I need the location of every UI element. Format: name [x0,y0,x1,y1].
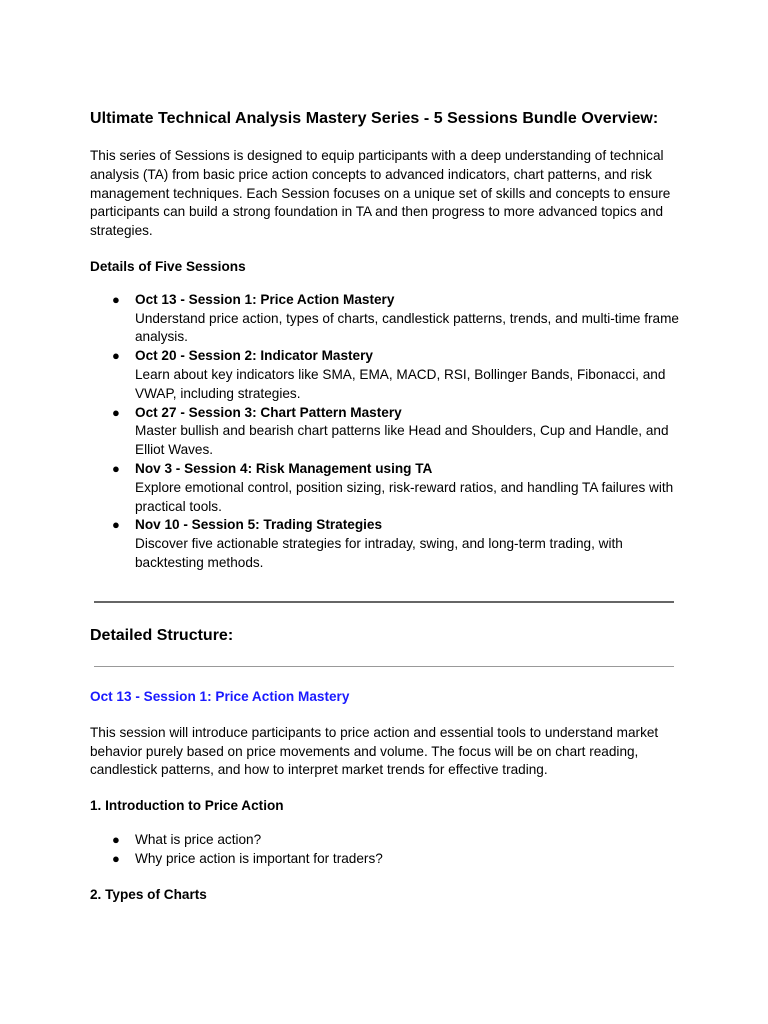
session-description: Master bullish and bearish chart patterns like Head and Shoulders, Cup and Handle, and Elliot Waves. [135,423,669,458]
session1-description: This session will introduce participants to price action and essential tools to understand market behavior purely based on price movements and volume. The focus will be on chart reading, candlestick patterns, and how to interpret market trends for effective trading. [90,724,659,778]
details-heading: Details of Five Sessions [90,258,246,274]
horizontal-divider [94,601,674,603]
bullet-icon: ● [112,404,120,420]
bullet-icon: ● [112,460,120,476]
list-item-text: Why price action is important for traders? [135,851,383,867]
session-item [90,347,680,403]
session-item [90,404,680,460]
list-item-text: What is price action? [135,831,262,847]
document-title: Ultimate Technical Analysis Mastery Series - 5 Sessions Bundle Overview: [90,110,659,127]
session-item [90,516,680,572]
intro-paragraph: This series of Sessions is designed to equip participants with a deep understanding of technical analysis (TA) from basic price action concepts to advanced indicators, chart patterns, and risk management techniques. Each Session focuses on a unique set of skills and concepts to ensure participants can build a strong foundation in TA and then progress to more advanced topics and strategies. [90,148,671,239]
horizontal-divider [94,666,674,667]
bullet-icon: ● [112,291,120,307]
list-item [90,849,680,868]
session-list [90,291,680,573]
session-description: Explore emotional control, position sizing, risk-reward ratios, and handling TA failures with practical tools. [135,479,674,514]
session-item [90,460,680,516]
list-item [90,830,680,849]
overview-section [90,108,680,573]
types-of-charts-heading: 2. Types of Charts [90,886,207,902]
intro-price-action-heading: 1. Introduction to Price Action [90,798,284,814]
session-description: Discover five actionable strategies for intraday, swing, and long-term trading, with backtesting methods. [135,536,623,570]
session1-detail-section [90,688,680,905]
intro-price-action-list [90,830,680,869]
bullet-icon: ● [112,517,120,533]
session-title: Oct 20 - Session 2: Indicator Mastery [135,348,373,364]
bullet-icon: ● [112,851,120,867]
detailed-structure-heading: Detailed Structure: [90,627,234,644]
session-title: Nov 3 - Session 4: Risk Management using TA [135,460,433,476]
session1-link[interactable]: Oct 13 - Session 1: Price Action Mastery [90,689,350,704]
bullet-icon: ● [112,831,120,847]
bullet-icon: ● [112,348,120,364]
session-title: Oct 13 - Session 1: Price Action Mastery [135,291,395,307]
session-item [90,291,680,347]
session-title: Oct 27 - Session 3: Chart Pattern Mastery [135,404,402,420]
session-description: Understand price action, types of charts, candlestick patterns, trends, and multi-time frame analysis. [135,310,679,345]
session-title: Nov 10 - Session 5: Trading Strategies [135,517,383,533]
session-description: Learn about key indicators like SMA, EMA, MACD, RSI, Bollinger Bands, Fibonacci, and VWAP, including strategies. [135,366,666,401]
